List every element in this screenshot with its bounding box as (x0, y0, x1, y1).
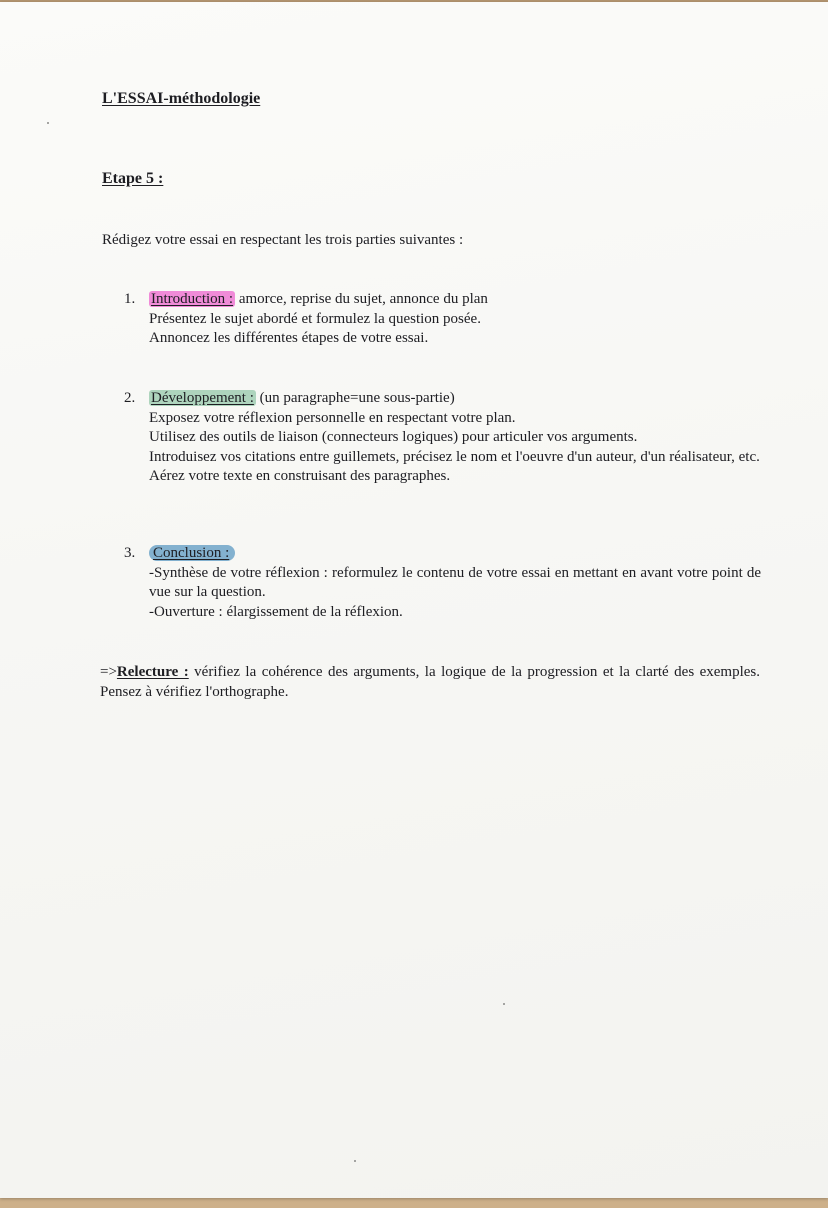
highlighted-keyword: Développement : (151, 390, 254, 406)
relecture-text: vérifiez la cohérence des arguments, la logique de la progression et la clarté des exemples. Pensez à vérifiez l'orthographe. (100, 664, 761, 700)
list-item-line: Utilisez des outils de liaison (connecteurs logiques) pour articuler vos arguments. (149, 429, 638, 445)
list-item-line: -Ouverture : élargissement de la réflexion. (149, 603, 403, 620)
paper-sheet (0, 2, 828, 1198)
relecture-keyword: Relecture : (116, 664, 189, 680)
keyword-description: amorce, reprise du sujet, annonce du plan (235, 291, 488, 307)
paper-speck (503, 1003, 505, 1005)
document-title: L'ESSAI-méthodologie (102, 90, 261, 107)
list-item-heading-line (149, 290, 488, 310)
list-item-line: Introduisez vos citations entre guillemets, précisez le nom et l'oeuvre d'un auteur, d'un réalisateur, etc. (149, 448, 760, 465)
list-item-heading-line (149, 389, 761, 409)
arrow-marker: => (100, 664, 117, 680)
list-item-line: Annoncez les différentes étapes de votre essai. (149, 330, 429, 346)
highlighted-keyword: Conclusion : (149, 545, 235, 561)
list-item-number: 3. (124, 545, 136, 561)
highlighted-keyword: Introduction : (151, 291, 234, 307)
relecture-paragraph (100, 662, 760, 702)
list-item-line: Présentez le sujet abordé et formulez la question posée. (149, 310, 481, 327)
keyword-description: (un paragraphe=une sous-partie) (255, 390, 455, 406)
instruction-text: Rédigez votre essai en respectant les trois parties suivantes : (102, 232, 464, 248)
list-item-line: Aérez votre texte en construisant des paragraphes. (149, 468, 451, 484)
list-item-heading-line (149, 544, 761, 564)
list-item-number: 2. (124, 390, 136, 406)
step-heading: Etape 5 : (102, 170, 164, 187)
paper-speck (354, 1160, 356, 1162)
list-item-body (149, 544, 761, 622)
list-item-body (149, 290, 488, 349)
list-item-body (149, 389, 761, 487)
paper-speck (47, 122, 49, 124)
list-item-number: 1. (124, 291, 136, 307)
list-item-line: Exposez votre réflexion personnelle en respectant votre plan. (149, 409, 516, 426)
list-item-line: -Synthèse de votre réflexion : reformulez le contenu de votre essai en mettant en avant votre point de vue sur la question. (149, 564, 761, 600)
